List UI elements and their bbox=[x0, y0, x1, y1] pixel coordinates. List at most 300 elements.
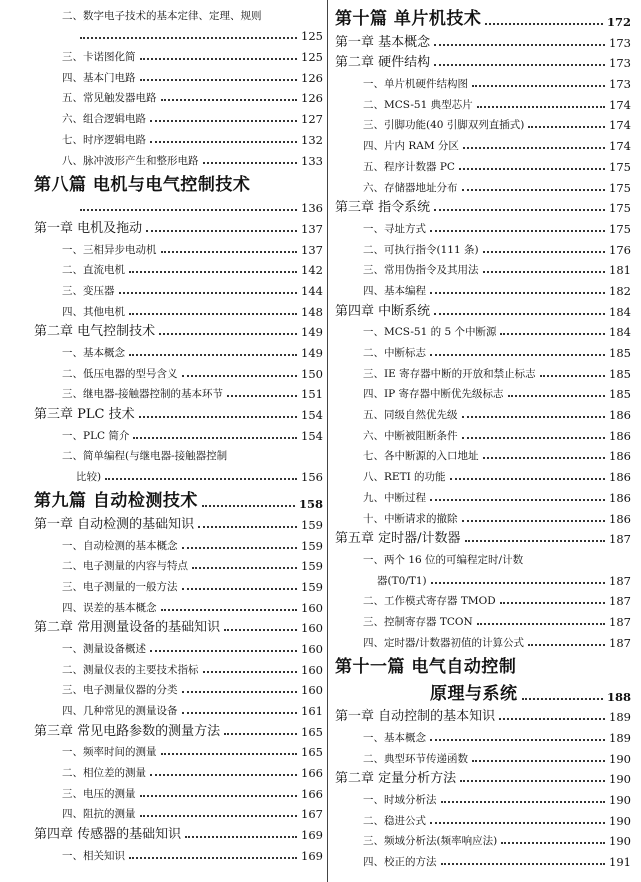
toc-page-number: 187 bbox=[609, 635, 631, 650]
dot-leader bbox=[500, 601, 605, 604]
dot-leader bbox=[522, 697, 603, 700]
toc-page-number: 190 bbox=[609, 834, 631, 849]
dot-leader bbox=[150, 649, 297, 652]
toc-section-entry bbox=[335, 484, 631, 505]
toc-page-number: 166 bbox=[301, 786, 323, 801]
toc-page-number: 161 bbox=[301, 704, 323, 718]
toc-section-entry bbox=[34, 594, 323, 615]
toc-section-entry bbox=[34, 801, 323, 822]
toc-entry-title: 一、单片机硬件结构图 bbox=[363, 78, 468, 91]
toc-page-number: 137 bbox=[301, 221, 323, 236]
toc-entry-title: 四、片内 RAM 分区 bbox=[363, 140, 459, 153]
toc-page-number: 150 bbox=[301, 366, 323, 381]
toc-page-number: 186 bbox=[609, 490, 631, 505]
toc-page-number: 126 bbox=[301, 70, 323, 85]
toc-entry-title: 四、误差的基本概念 bbox=[62, 601, 157, 614]
toc-section-entry bbox=[34, 553, 323, 574]
toc-entry-title: 第一章 电机及拖动 bbox=[34, 220, 143, 236]
toc-section-entry bbox=[335, 588, 631, 609]
toc-entry-title: 第四章 中断系统 bbox=[335, 303, 431, 319]
toc-section-entry bbox=[34, 739, 323, 760]
toc-page-number: 159 bbox=[301, 579, 323, 594]
toc-section-entry bbox=[34, 697, 323, 718]
toc-chapter-entry bbox=[335, 50, 631, 71]
dot-leader bbox=[499, 717, 605, 720]
dot-leader bbox=[462, 188, 606, 191]
toc-entry-title: 三、电压的测量 bbox=[62, 787, 136, 800]
toc-entry-title: 三、引脚功能(40 引脚双列直插式) bbox=[363, 119, 525, 132]
toc-section-entry bbox=[335, 828, 631, 849]
toc-chapter-entry bbox=[34, 215, 323, 236]
toc-page-number: 125 bbox=[301, 29, 323, 44]
toc-page-number: 133 bbox=[301, 153, 323, 168]
toc-section-entry bbox=[34, 656, 323, 677]
dot-leader bbox=[227, 394, 297, 397]
dot-leader bbox=[540, 374, 605, 377]
toc-page-number: 169 bbox=[301, 828, 323, 843]
toc-page-number: 181 bbox=[609, 263, 631, 278]
toc-entry-title: 第十一篇 电气自动控制 bbox=[335, 656, 517, 677]
toc-entry-title: 第九篇 自动检测技术 bbox=[34, 491, 198, 512]
toc-part-entry bbox=[335, 650, 631, 677]
dot-leader bbox=[140, 57, 298, 60]
toc-section-entry bbox=[335, 786, 631, 807]
dot-leader bbox=[150, 773, 297, 776]
toc-entry-title: 二、中断标志 bbox=[363, 347, 426, 359]
toc-page-number: 190 bbox=[609, 793, 631, 808]
toc-entry-title: 二、测量仪表的主要技术指标 bbox=[62, 663, 199, 676]
toc-page-number: 173 bbox=[609, 56, 631, 71]
toc-page-number: 189 bbox=[609, 731, 631, 745]
toc-chapter-entry bbox=[335, 526, 631, 547]
toc-page-number: 187 bbox=[609, 614, 631, 629]
toc-page-number: 188 bbox=[606, 689, 631, 704]
dot-leader bbox=[161, 98, 298, 101]
dot-leader bbox=[463, 146, 605, 149]
toc-page-number: 167 bbox=[301, 807, 323, 822]
toc-entry-title: 四、其他电机 bbox=[62, 305, 125, 318]
toc-page-number: 165 bbox=[301, 745, 323, 760]
toc-page-number: 173 bbox=[609, 35, 631, 50]
dot-leader bbox=[460, 779, 605, 782]
dot-leader bbox=[192, 566, 297, 569]
toc-entry-title: 八、脉冲波形产生和整形电路 bbox=[62, 154, 199, 167]
dot-leader bbox=[430, 498, 605, 501]
toc-entry-title: 七、各中断源的入口地址 bbox=[363, 450, 479, 463]
toc-section-entry bbox=[34, 422, 323, 443]
toc-page-number: 176 bbox=[609, 242, 631, 257]
toc-section-entry bbox=[335, 848, 631, 869]
toc-entry-title: 四、基本门电路 bbox=[62, 71, 136, 84]
toc-page-number: 159 bbox=[301, 538, 323, 553]
dot-leader bbox=[185, 835, 297, 838]
dot-leader bbox=[182, 546, 298, 549]
toc-entry-title: 九、中断过程 bbox=[363, 491, 426, 504]
toc-page-number: 144 bbox=[301, 283, 323, 298]
toc-chapter-entry bbox=[335, 29, 631, 50]
column-divider bbox=[327, 0, 328, 882]
dot-leader bbox=[161, 752, 298, 755]
toc-entry-title: 二、简单编程(与继电器-接触器控制 bbox=[62, 450, 228, 463]
dot-leader bbox=[441, 800, 606, 803]
toc-section-entry bbox=[34, 236, 323, 257]
toc-entry-title: 一、测量设备概述 bbox=[62, 642, 146, 655]
toc-page-number: 175 bbox=[609, 201, 631, 216]
toc-entry-title: 五、常见触发器电路 bbox=[62, 92, 157, 105]
dot-leader bbox=[430, 821, 605, 824]
toc-section-entry bbox=[34, 677, 323, 698]
toc-section-entry bbox=[335, 153, 631, 174]
toc-entry-continued bbox=[34, 195, 323, 216]
toc-page-number: 149 bbox=[301, 325, 323, 340]
toc-page-number: 186 bbox=[609, 408, 631, 423]
toc-page-number: 174 bbox=[609, 139, 631, 154]
toc-entry-title: 二、电子测量的内容与特点 bbox=[62, 560, 188, 573]
dot-leader bbox=[477, 622, 605, 625]
toc-entry-continued bbox=[34, 23, 323, 44]
toc-section-entry bbox=[34, 257, 323, 278]
toc-entry-title: 第一章 基本概念 bbox=[335, 34, 431, 50]
toc-section-entry bbox=[34, 635, 323, 656]
toc-section-entry bbox=[34, 298, 323, 319]
toc-entry-title: 第二章 电气控制技术 bbox=[34, 324, 156, 340]
dot-leader bbox=[485, 22, 603, 25]
toc-section-entry bbox=[34, 339, 323, 360]
dot-leader bbox=[441, 862, 606, 865]
toc-section-entry bbox=[34, 43, 323, 64]
toc-entry-title: 二、工作模式寄存器 TMOD bbox=[363, 595, 496, 608]
toc-entry-title: 器(T0/T1) bbox=[377, 574, 427, 587]
toc-entry-title: 三、常用伪指令及其用法 bbox=[363, 264, 479, 277]
toc-page-number: 151 bbox=[301, 387, 323, 402]
dot-leader bbox=[508, 394, 605, 397]
dot-leader bbox=[483, 250, 605, 253]
toc-section-entry bbox=[335, 132, 631, 153]
toc-entry-title: 比较) bbox=[76, 471, 102, 484]
dot-leader bbox=[159, 332, 297, 335]
toc-section-entry bbox=[34, 147, 323, 168]
toc-section-entry bbox=[335, 319, 631, 340]
dot-leader bbox=[462, 436, 606, 439]
toc-section-entry bbox=[335, 339, 631, 360]
toc-section-entry bbox=[335, 174, 631, 195]
toc-page-number: 166 bbox=[301, 766, 323, 781]
toc-section-entry bbox=[34, 105, 323, 126]
toc-page-number: 175 bbox=[609, 159, 631, 174]
dot-leader bbox=[140, 814, 298, 817]
toc-entry-title: 第三章 常见电路参数的测量方法 bbox=[34, 723, 221, 739]
toc-section-entry bbox=[34, 360, 323, 381]
dot-leader bbox=[501, 841, 605, 844]
toc-page-number: 142 bbox=[301, 263, 323, 278]
toc-entry-title: 二、低压电器的型号含义 bbox=[62, 367, 178, 380]
toc-chapter-entry bbox=[335, 195, 631, 216]
toc-section-entry bbox=[335, 422, 631, 443]
dot-leader bbox=[129, 270, 297, 273]
toc-part-entry bbox=[34, 484, 323, 511]
toc-page-number: 186 bbox=[609, 449, 631, 464]
toc-page-number: 182 bbox=[609, 283, 631, 298]
dot-leader bbox=[203, 161, 298, 164]
dot-leader bbox=[431, 581, 605, 584]
toc-entry-title: 第二章 常用测量设备的基础知识 bbox=[34, 620, 221, 636]
toc-page-number: 125 bbox=[301, 50, 323, 65]
toc-entry-title: 三、卡诺图化简 bbox=[62, 51, 136, 64]
toc-entry-title: 一、基本概念 bbox=[62, 347, 125, 359]
dot-leader bbox=[182, 711, 298, 714]
toc-page-number: 189 bbox=[609, 710, 631, 725]
toc-entry-title: 四、IP 寄存器中断优先级标志 bbox=[363, 388, 504, 401]
toc-entry-title: 第一章 自动检测的基础知识 bbox=[34, 516, 195, 532]
toc-page-number: 159 bbox=[301, 517, 323, 532]
dot-leader bbox=[105, 477, 297, 480]
toc-page-number: 187 bbox=[609, 532, 631, 547]
toc-page-number: 175 bbox=[609, 180, 631, 195]
dot-leader bbox=[434, 208, 605, 211]
toc-entry-title: 四、基本编程 bbox=[363, 284, 426, 297]
dot-leader bbox=[462, 415, 606, 418]
toc-section-entry bbox=[34, 2, 323, 23]
dot-leader bbox=[224, 732, 297, 735]
toc-entry-title: 三、继电器-接触器控制的基本环节 bbox=[62, 388, 224, 401]
toc-section-entry bbox=[34, 64, 323, 85]
dot-leader bbox=[80, 36, 297, 39]
toc-entry-title: 三、频域分析法(频率响应法) bbox=[363, 835, 498, 848]
toc-section-entry bbox=[335, 546, 631, 567]
toc-entry-title: 二、稳进公式 bbox=[363, 814, 426, 827]
toc-page-number: 190 bbox=[609, 813, 631, 828]
toc-page-number: 156 bbox=[301, 470, 323, 485]
toc-entry-title: 二、直流电机 bbox=[62, 264, 125, 277]
toc-entry-title: 第四章 传感器的基础知识 bbox=[34, 827, 182, 843]
toc-entry-title: 二、相位差的测量 bbox=[62, 767, 146, 780]
toc-entry-title: 四、阻抗的测量 bbox=[62, 808, 136, 821]
dot-leader bbox=[528, 125, 605, 128]
toc-page-number: 185 bbox=[609, 346, 631, 360]
toc-chapter-entry bbox=[34, 821, 323, 842]
toc-page-number: 184 bbox=[609, 325, 631, 340]
dot-leader bbox=[161, 608, 298, 611]
toc-section-entry bbox=[335, 236, 631, 257]
toc-page-number: 127 bbox=[301, 112, 323, 127]
toc-section-entry bbox=[335, 629, 631, 650]
dot-leader bbox=[430, 353, 605, 356]
toc-chapter-entry bbox=[34, 615, 323, 636]
toc-section-entry bbox=[34, 780, 323, 801]
toc-entry-title: 一、时域分析法 bbox=[363, 794, 437, 807]
toc-entry-title: 一、相关知识 bbox=[62, 849, 125, 862]
toc-entry-title: 一、频率时间的测量 bbox=[62, 746, 157, 759]
toc-entry-title: 一、自动检测的基本概念 bbox=[62, 539, 178, 552]
toc-section-entry bbox=[335, 257, 631, 278]
toc-page-number: 149 bbox=[301, 346, 323, 360]
toc-page-number: 126 bbox=[301, 91, 323, 106]
toc-entry-title: 第二章 硬件结构 bbox=[335, 55, 431, 71]
dot-leader bbox=[133, 436, 297, 439]
toc-page-number: 160 bbox=[301, 683, 323, 698]
toc-entry-title: 二、数字电子技术的基本定律、定理、规则 bbox=[62, 9, 262, 22]
toc-section-entry bbox=[34, 443, 323, 464]
toc-entry-title: 二、典型环节传递函数 bbox=[363, 752, 468, 765]
toc-entry-title: 三、IE 寄存器中断的开放和禁止标志 bbox=[363, 367, 536, 380]
toc-page-number: 160 bbox=[301, 641, 323, 656]
toc-entry-title: 三、电子测量仪器的分类 bbox=[62, 684, 178, 697]
toc-entry-title: 二、MCS-51 典型芯片 bbox=[363, 98, 473, 111]
dot-leader bbox=[161, 250, 298, 253]
toc-section-entry bbox=[34, 842, 323, 863]
toc-entry-title: 原理与系统 bbox=[430, 683, 518, 704]
dot-leader bbox=[140, 78, 298, 81]
dot-leader bbox=[528, 643, 605, 646]
dot-leader bbox=[434, 43, 605, 46]
toc-page-number: 186 bbox=[609, 511, 631, 526]
dot-leader bbox=[198, 525, 297, 528]
toc-page-number: 172 bbox=[606, 15, 631, 29]
dot-leader bbox=[119, 291, 298, 294]
toc-entry-title: 一、两个 16 位的可编程定时/计数 bbox=[363, 553, 524, 566]
toc-section-entry bbox=[335, 505, 631, 526]
dot-leader bbox=[500, 332, 605, 335]
toc-right-column bbox=[335, 0, 631, 869]
dot-leader bbox=[80, 208, 297, 211]
toc-section-entry bbox=[335, 91, 631, 112]
toc-page-number: 137 bbox=[301, 242, 323, 257]
dot-leader bbox=[150, 119, 297, 122]
toc-section-entry bbox=[335, 443, 631, 464]
toc-page-number: 154 bbox=[301, 408, 323, 423]
toc-entry-title: 一、MCS-51 的 5 个中断源 bbox=[363, 326, 497, 339]
dot-leader bbox=[430, 291, 605, 294]
dot-leader bbox=[430, 229, 605, 232]
toc-chapter-entry bbox=[34, 401, 323, 422]
dot-leader bbox=[459, 167, 605, 170]
toc-entry-title: 四、几种常见的测量设备 bbox=[62, 705, 178, 717]
toc-entry-title: 三、控制寄存器 TCON bbox=[363, 615, 473, 628]
toc-entry-continued bbox=[34, 463, 323, 484]
toc-chapter-entry bbox=[335, 298, 631, 319]
toc-section-entry bbox=[34, 381, 323, 402]
toc-page-number: 160 bbox=[301, 662, 323, 677]
toc-page-number: 173 bbox=[609, 77, 631, 92]
toc-entry-title: 三、变压器 bbox=[62, 284, 115, 297]
toc-page-number: 160 bbox=[301, 621, 323, 636]
toc-section-entry bbox=[34, 85, 323, 106]
toc-entry-title: 二、可执行指令(111 条) bbox=[363, 243, 479, 256]
toc-left-column bbox=[34, 0, 323, 863]
toc-chapter-entry bbox=[335, 704, 631, 725]
toc-section-entry bbox=[335, 70, 631, 91]
toc-page-number: 185 bbox=[609, 387, 631, 402]
dot-leader bbox=[472, 84, 605, 87]
dot-leader bbox=[450, 477, 605, 480]
toc-section-entry bbox=[335, 215, 631, 236]
toc-entry-title: 一、寻址方式 bbox=[363, 222, 426, 235]
toc-section-entry bbox=[335, 724, 631, 745]
toc-page-number: 159 bbox=[301, 559, 323, 574]
toc-section-entry bbox=[335, 463, 631, 484]
dot-leader bbox=[483, 270, 606, 273]
toc-page-number: 184 bbox=[609, 304, 631, 319]
toc-entry-title: 六、中断被阻断条件 bbox=[363, 429, 458, 442]
dot-leader bbox=[182, 374, 298, 377]
dot-leader bbox=[202, 504, 295, 507]
toc-page-number: 185 bbox=[609, 366, 631, 381]
dot-leader bbox=[465, 539, 605, 542]
toc-page-number: 191 bbox=[609, 855, 631, 870]
toc-entry-title: 第二章 定量分析方法 bbox=[335, 771, 457, 787]
toc-page-number: 174 bbox=[609, 97, 631, 112]
toc-page-number: 132 bbox=[301, 132, 323, 147]
dot-leader bbox=[472, 759, 605, 762]
dot-leader bbox=[139, 415, 297, 418]
toc-page-number: 186 bbox=[609, 470, 631, 485]
toc-section-entry bbox=[335, 112, 631, 133]
toc-chapter-entry bbox=[335, 766, 631, 787]
toc-page-number: 136 bbox=[301, 201, 323, 216]
toc-entry-title: 四、校正的方法 bbox=[363, 856, 437, 869]
dot-leader bbox=[140, 794, 298, 797]
dot-leader bbox=[477, 105, 605, 108]
dot-leader bbox=[203, 670, 298, 673]
toc-section-entry bbox=[34, 532, 323, 553]
toc-entry-title: 八、RETI 的功能 bbox=[363, 471, 446, 484]
toc-page-number: 165 bbox=[301, 724, 323, 739]
toc-section-entry bbox=[335, 807, 631, 828]
toc-entry-title: 五、程序计数器 PC bbox=[363, 160, 455, 173]
toc-entry-title: 四、定时器/计数器初值的计算公式 bbox=[363, 636, 525, 649]
toc-page-number: 187 bbox=[609, 573, 631, 588]
toc-section-entry bbox=[34, 573, 323, 594]
toc-entry-continued bbox=[335, 567, 631, 588]
toc-chapter-entry bbox=[34, 718, 323, 739]
dot-leader bbox=[434, 63, 605, 66]
dot-leader bbox=[434, 312, 605, 315]
dot-leader bbox=[129, 856, 297, 859]
dot-leader bbox=[224, 628, 297, 631]
dot-leader bbox=[150, 140, 297, 143]
toc-entry-title: 三、电子测量的一般方法 bbox=[62, 580, 178, 593]
toc-section-entry bbox=[335, 401, 631, 422]
toc-entry-title: 第一章 自动控制的基本知识 bbox=[335, 709, 496, 725]
toc-page-number: 175 bbox=[609, 221, 631, 236]
toc-page-number: 158 bbox=[298, 497, 323, 512]
toc-page-number: 187 bbox=[609, 594, 631, 609]
toc-section-entry bbox=[34, 126, 323, 147]
toc-page-number: 190 bbox=[609, 751, 631, 766]
toc-entry-title: 一、基本概念 bbox=[363, 732, 426, 744]
toc-part-entry bbox=[34, 168, 323, 195]
toc-entry-title: 一、三相异步电动机 bbox=[62, 243, 157, 256]
toc-section-entry bbox=[34, 759, 323, 780]
toc-entry-title: 第三章 PLC 技术 bbox=[34, 407, 135, 423]
dot-leader bbox=[462, 519, 606, 522]
toc-entry-title: 第十篇 单片机技术 bbox=[335, 9, 482, 29]
dot-leader bbox=[182, 587, 298, 590]
toc-section-entry bbox=[34, 277, 323, 298]
toc-section-entry bbox=[335, 277, 631, 298]
toc-entry-title: 十、中断请求的撤除 bbox=[363, 512, 458, 525]
toc-part-entry-continued bbox=[335, 677, 631, 704]
toc-entry-title: 六、存储器地址分布 bbox=[363, 181, 458, 194]
dot-leader bbox=[483, 456, 606, 459]
toc-entry-title: 六、组合逻辑电路 bbox=[62, 113, 146, 126]
toc-page-number: 160 bbox=[301, 600, 323, 615]
toc-page-number: 154 bbox=[301, 428, 323, 443]
toc-chapter-entry bbox=[34, 319, 323, 340]
toc-section-entry bbox=[335, 381, 631, 402]
dot-leader bbox=[430, 738, 605, 741]
toc-page-number: 148 bbox=[301, 304, 323, 319]
